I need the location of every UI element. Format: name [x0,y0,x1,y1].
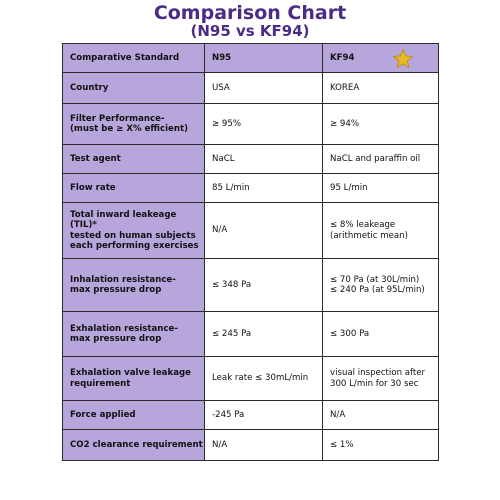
row-label: Force applied [63,401,205,430]
table-row [63,203,439,259]
header-cell-kf94: KF94 [323,44,439,73]
n95-value: N/A [205,430,323,461]
row-label: Test agent [63,145,205,174]
table-row [63,357,439,401]
header-cell-n95: N95 [205,44,323,73]
row-label: CO2 clearance requirement [63,430,205,461]
n95-value: 85 L/min [205,174,323,203]
table-row [63,430,439,461]
row-label: Country [63,73,205,104]
row-label: Total inward leakeage (TIL)* tested on human subjects each performing exercises [63,203,205,259]
page-subtitle: (N95 vs KF94) [190,22,310,40]
kf94-value: ≤ 1% [323,430,439,461]
row-label: Exhalation resistance- max pressure drop [63,312,205,357]
n95-value: ≤ 245 Pa [205,312,323,357]
kf94-value: KOREA [323,73,439,104]
row-label: Filter Performance- (must be ≥ X% efficient) [63,104,205,145]
row-label: Exhalation valve leakage requirement [63,357,205,401]
kf94-value: ≤ 8% leakeage (arithmetic mean) [323,203,439,259]
kf94-value: NaCL and paraffin oil [323,145,439,174]
kf94-value: ≤ 300 Pa [323,312,439,357]
n95-value: Leak rate ≤ 30mL/min [205,357,323,401]
n95-value: NaCL [205,145,323,174]
table-header-row [63,44,439,73]
row-label: Inhalation resistance- max pressure drop [63,259,205,312]
n95-value: USA [205,73,323,104]
table-row [63,73,439,104]
table-row [63,312,439,357]
n95-value: ≤ 348 Pa [205,259,323,312]
table-row [63,259,439,312]
kf94-value: ≥ 94% [323,104,439,145]
kf94-value: visual inspection after 300 L/min for 30 sec [323,357,439,401]
row-label: Flow rate [63,174,205,203]
kf94-value: N/A [323,401,439,430]
table-row [63,401,439,430]
n95-value: N/A [205,203,323,259]
n95-value: -245 Pa [205,401,323,430]
table-row [63,104,439,145]
table-row [63,174,439,203]
header-cell-standard: Comparative Standard [63,44,205,73]
star-icon [392,48,414,74]
n95-value: ≥ 95% [205,104,323,145]
comparison-table [62,43,439,461]
kf94-value: 95 L/min [323,174,439,203]
page-title: Comparison Chart [153,2,347,24]
table-row [63,145,439,174]
kf94-value: ≤ 70 Pa (at 30L/min) ≤ 240 Pa (at 95L/min) [323,259,439,312]
